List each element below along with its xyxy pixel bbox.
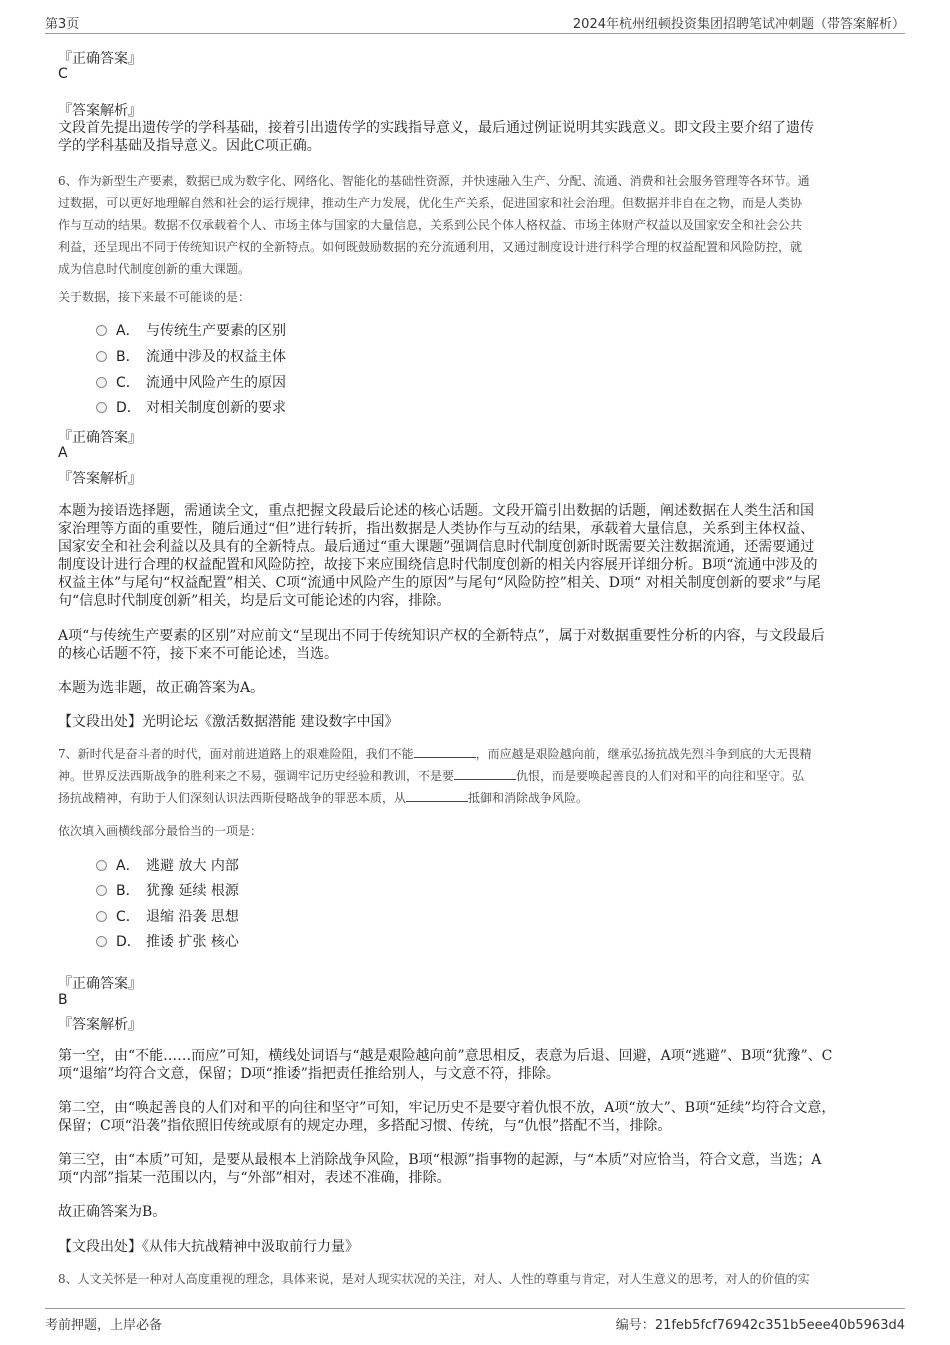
text-line: 过数据，可以更好地理解自然和社会的运行规律，推动生产力发展，优化生产关系，促进国家和社会治理。但数据并非自在之物，而是人类协 [58,196,803,210]
fill-blank [406,789,468,802]
text-line: 神。世界反法西斯战争的胜利来之不易，强调牢记历史经验和教训，不是要 仇恨，而是要唤起善良的人们对和平的向往和坚守。弘 [58,769,805,783]
q5-answer: C [58,66,68,82]
q7-option-c[interactable] [96,906,239,926]
footer-slogan: 考前押题，上岸必备 [45,1318,163,1333]
q6-option-d[interactable] [96,397,286,417]
text-line: 6、作为新型生产要素，数据已成为数字化、网络化、智能化的基础性资源，并快速融入生产、分配、流通、消费和社会服务管理等各环节。通 [58,174,810,188]
text-line: 扬抗战精神，有助于人们深刻认识法西斯侵略战争的罪恶本质，从 抵御和消除战争风险。 [58,791,589,805]
text-line: 8、人文关怀是一种对人高度重视的理念，具体来说，是对人现实状况的关注，对人、人性的尊重与肯定，对人生意义的思考，对人的价值的实 [58,1272,810,1286]
q7-source: 【文段出处】《从伟大抗战精神中汲取前行力量》 [58,1239,359,1255]
text-line: 本题为接语选择题，需通读全文，重点把握文段最后论述的核心话题。文段开篇引出数据的话题，阐述数据在人类生活和国 [58,503,814,519]
text-line: 文段首先提出遗传学的学科基础，接着引出遗传学的实践指导意义，最后通过例证说明其实践意义。即文段主要介绍了遗传 [58,120,814,136]
text-line: 权益主体”与尾句“权益配置”相关、C项“流通中风险产生的原因”与尾句“风险防控”相关、D项“ 对相关制度创新的要求”与尾 [58,575,821,591]
q6-source: 【文段出处】光明论坛《激活数据潜能 建设数字中国》 [58,714,399,730]
text-line: 作与互动的结果。数据不仅承载着个人、市场主体与国家的大量信息，关系到公民个体人格权益、市场主体财产权益以及国家安全和社会公共 [58,218,803,232]
q7-analysis-p2 [58,1099,890,1135]
option-letter: C． [116,909,140,925]
option-text: 退缩 沿袭 思想 [146,909,239,925]
radio-icon[interactable] [96,402,107,413]
text-line: A项“与传统生产要素的区别”对应前文“呈现出不同于传统知识产权的全新特点”，属于对数据重要性分析的内容，与文段最后 [58,628,825,644]
text-line: 7、新时代是奋斗者的时代，面对前进道路上的艰难险阻，我们不能 ，而应越是艰险越向前，继承弘扬抗战先烈斗争到底的大无畏精 [58,747,812,761]
q7-stem: 依次填入画横线部分最恰当的一项是： [58,824,263,838]
correct-answer-label: 『正确答案』 [58,51,142,67]
q5-analysis [58,119,890,155]
q6-option-a[interactable] [96,320,286,340]
analysis-label: 『答案解析』 [58,1017,142,1033]
q6-option-b[interactable] [96,346,286,366]
text-line: 第二空，由“唤起善良的人们对和平的向往和坚守”可知，牢记历史不是要守着仇恨不放，A项“放大”、B项“延续”均符合文意， [58,1100,836,1116]
header-divider [45,33,905,34]
text-line: 保留；C项“沿袭”指依照旧传统或原有的规定办理，多搭配习惯、传统，与“仇恨”搭配不当，排除。 [58,1118,672,1134]
text-line: 成为信息时代制度创新的重大课题。 [58,262,251,276]
radio-icon[interactable] [96,325,107,336]
text-line: 家治理等方面的重要性，随后通过“但”进行转折，指出数据是人类协作与互动的结果，承载着大量信息，关系到主体权益、 [58,521,815,537]
text-line: 项“退缩”均符合文意，保留；D项“推诿”指把责任推给别人，与文意不符，排除。 [58,1066,560,1082]
q7-analysis-p3 [58,1151,890,1187]
radio-icon[interactable] [96,860,107,871]
option-letter: C． [116,375,140,391]
option-text: 与传统生产要素的区别 [146,323,286,339]
analysis-label: 『答案解析』 [58,471,142,487]
q7-option-b[interactable] [96,880,239,900]
q6-analysis-p3: 本题为选非题，故正确答案为A。 [58,680,265,696]
document-title: 2024年杭州纽顿投资集团招聘笔试冲刺题（带答案解析） [572,17,905,32]
text-line: 第三空，由“本质”可知，是要从最根本上消除战争风险，B项“根源”指事物的起源，与“本质”对应恰当，符合文意，当选；A [58,1152,822,1168]
option-letter: B． [116,883,140,899]
radio-icon[interactable] [96,351,107,362]
correct-answer-label: 『正确答案』 [58,430,142,446]
q6-answer: A [58,445,68,461]
q6-analysis-p2 [58,627,890,663]
text-line: 的核心话题不符，接下来不可能论述，当选。 [58,646,338,662]
q7-option-a[interactable] [96,855,239,875]
q8-passage [58,1268,894,1290]
code-value: 21feb5fcf76942c351b5eee40b5963d4 [654,1318,905,1333]
text-line: 句“信息时代制度创新”相关，均是后文可能论述的内容，排除。 [58,593,451,609]
option-text: 犹豫 延续 根源 [146,883,239,899]
radio-icon[interactable] [96,885,107,896]
analysis-label: 『答案解析』 [58,103,142,119]
option-text: 对相关制度创新的要求 [146,400,286,416]
q7-option-d[interactable] [96,931,239,951]
option-text: 推诿 扩张 核心 [146,934,239,950]
option-letter: D． [116,934,141,950]
option-letter: A． [116,858,140,874]
text-line: 项“内部”指某一范围以内，与“外部”相对，表述不准确，排除。 [58,1170,451,1186]
text-line: 利益，还呈现出不同于传统知识产权的全新特点。如何既鼓励数据的充分流通利用，又通过制度设计进行科学合理的权益配置和风险防控，就 [58,240,803,254]
q6-option-c[interactable] [96,372,286,392]
code-label: 编号： [615,1318,655,1333]
q6-passage [58,170,894,280]
option-text: 流通中涉及的权益主体 [146,349,286,365]
radio-icon[interactable] [96,936,107,947]
fill-blank [414,745,476,758]
radio-icon[interactable] [96,911,107,922]
radio-icon[interactable] [96,377,107,388]
option-letter: B． [116,349,140,365]
page-number: 第3页 [45,17,80,32]
option-text: 流通中风险产生的原因 [146,375,286,391]
text-line: 制度设计进行合理的权益配置和风险防控，故接下来应围绕信息时代制度创新的相关内容展开详细分析。B项“流通中涉及的 [58,557,818,573]
q7-analysis-p1 [58,1047,890,1083]
footer-divider [45,1308,905,1309]
option-letter: A． [116,323,140,339]
option-letter: D． [116,400,141,416]
q6-analysis-p1 [58,502,890,610]
text-line: 第一空，由“不能……而应”可知，横线处词语与“越是艰险越向前”意思相反，表意为后退、回避，A项“逃避”、B项“犹豫”、C [58,1048,833,1064]
q7-answer: B [58,992,68,1008]
correct-answer-label: 『正确答案』 [58,976,142,992]
q7-passage [58,743,894,809]
q6-stem: 关于数据，接下来最不可能谈的是： [58,290,251,304]
fill-blank [454,767,516,780]
option-text: 逃避 放大 内部 [146,858,239,874]
footer-code [616,1314,905,1333]
text-line: 国家安全和社会利益以及具有的全新特点。最后通过“重大课题”强调信息时代制度创新时既需要关注数据流通，还需要通过 [58,539,815,555]
q7-analysis-p4: 故正确答案为B。 [58,1204,167,1220]
text-line: 学的学科基础及指导意义。因此C项正确。 [58,138,321,154]
